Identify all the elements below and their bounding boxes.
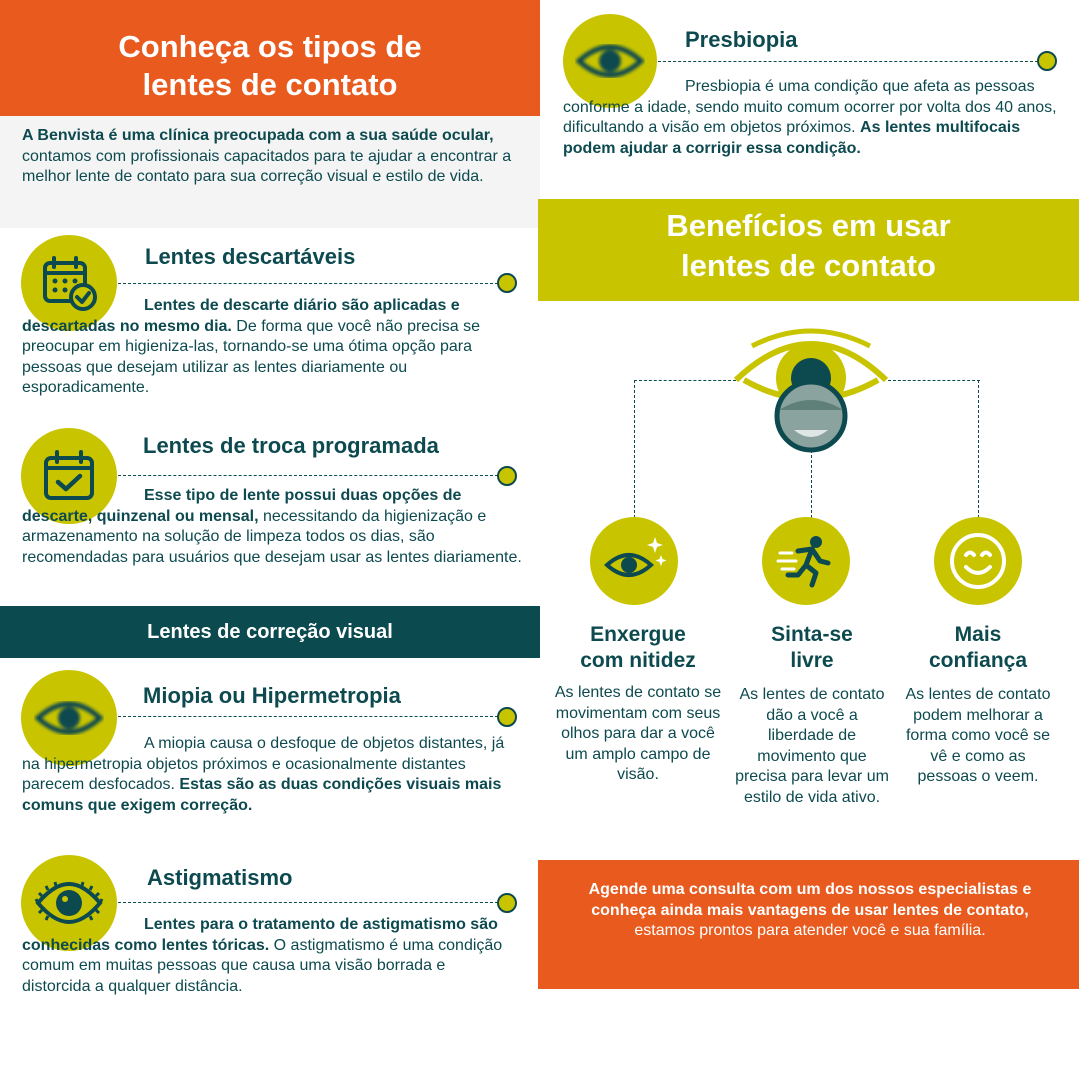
- miopia-bold: Estas são as duas condições visuais mais comuns que exigem correção.: [22, 776, 502, 814]
- benefit-title-line2: livre: [790, 649, 834, 672]
- programada-text: [22, 486, 522, 568]
- astigmatismo-title: Astigmatismo: [147, 865, 293, 890]
- bullet-dot: [497, 893, 517, 913]
- intro-bold: A Benvista é uma clínica preocupada com a sua saúde ocular,: [22, 127, 494, 144]
- descartaveis-title: Lentes descartáveis: [145, 244, 356, 269]
- intro-text: [22, 126, 522, 188]
- running-person-icon: [762, 517, 850, 605]
- miopia-body: A miopia causa o desfoque de objetos distantes, já na hipermetropia objetos próximos e ocasionalmente distantes parecem desfocados.: [22, 735, 505, 793]
- page-title-line2: lentes de contato: [142, 67, 398, 102]
- benefits-title-line2: lentes de contato: [681, 248, 936, 283]
- benefit-title: [553, 622, 723, 674]
- sparkling-eye-icon: [590, 517, 678, 605]
- cta-text: [588, 880, 1032, 942]
- cta-body: estamos prontos para atender você e sua família.: [634, 922, 986, 939]
- smiley-face-icon: [934, 517, 1022, 605]
- page-title: [0, 28, 540, 104]
- intro-body: contamos com profissionais capacitados para te ajudar a encontrar a melhor lente de contato para sua correção visual e estilo de vida.: [22, 147, 512, 185]
- bullet-dot: [1037, 51, 1057, 71]
- bullet-dot: [497, 466, 517, 486]
- benefit-title-line1: Enxergue: [590, 623, 686, 646]
- divider: [118, 902, 498, 903]
- eye-with-lens-icon: [726, 318, 896, 458]
- benefit-title-line1: Mais: [954, 623, 1002, 646]
- benefit-title-line1: Sinta-se: [771, 623, 853, 646]
- correcao-banner: Lentes de correção visual: [0, 606, 540, 658]
- benefit-title: [729, 622, 895, 674]
- presbiopia-text: [563, 77, 1063, 159]
- presbiopia-title: Presbiopia: [685, 27, 798, 52]
- astigmatismo-text: [22, 915, 512, 997]
- descartaveis-body: De forma que você não precisa se preocupar em higieniza-las, tornando-se uma ótima opção para pessoas que desejam utilizar as lentes diariamente ou esporadicamente.: [22, 317, 480, 396]
- page-title-line1: Conheça os tipos de: [118, 29, 422, 64]
- presbiopia-bold: As lentes multifocais podem ajudar a corrigir essa condição.: [563, 119, 1021, 157]
- divider: [118, 283, 498, 284]
- cta-bold: Agende uma consulta com um dos nossos especialistas e conheça ainda mais vantagens de usar lentes de contato,: [588, 881, 1032, 919]
- connector-line: [888, 380, 980, 381]
- connector-line: [634, 380, 736, 381]
- presbiopia-body: Presbiopia é uma condição que afeta as pessoas conforme a idade, sendo muito comum ocorrer por volta dos 40 anos, dificultando a visão em objetos próximos.: [563, 78, 1057, 136]
- benefit-text: As lentes de contato se movimentam com seus olhos para dar a você um amplo campo de visão.: [554, 684, 722, 783]
- connector-line: [634, 380, 635, 518]
- connector-line: [811, 450, 812, 518]
- benefit-title: [899, 622, 1057, 674]
- benefit-text: As lentes de contato podem melhorar a forma como você se vê e como as pessoas o veem.: [905, 686, 1051, 785]
- miopia-title: Miopia ou Hipermetropia: [143, 683, 401, 708]
- programada-body: necessitando da higienização e armazenamento na solução de limpeza todos os dias, são recomendadas para usuários que desejam usar as lentes diariamente.: [22, 507, 522, 566]
- descartaveis-bold: Lentes de descarte diário são aplicadas e descartadas no mesmo dia.: [22, 297, 460, 335]
- benefit-title-line2: com nitidez: [580, 649, 696, 672]
- astigmatismo-body: O astigmatismo é uma condição comum em muitas pessoas que causa uma visão borrada e distorcida a qualquer distância.: [22, 936, 503, 995]
- bullet-dot: [497, 273, 517, 293]
- miopia-text: [22, 734, 512, 816]
- benefit-text: As lentes de contato dão a você a liberdade de movimento que precisa para levar um estilo de vida ativo.: [735, 686, 889, 806]
- divider: [118, 716, 498, 717]
- programada-bold: Esse tipo de lente possui duas opções de descarte, quinzenal ou mensal,: [22, 487, 462, 525]
- divider: [658, 61, 1038, 62]
- descartaveis-text: [22, 296, 522, 399]
- divider: [118, 475, 498, 476]
- benefits-title: [538, 206, 1079, 286]
- benefits-title-line1: Benefícios em usar: [666, 208, 951, 243]
- bullet-dot: [497, 707, 517, 727]
- connector-line: [978, 380, 979, 518]
- benefit-title-line2: confiança: [928, 649, 1028, 672]
- astigmatismo-bold: Lentes para o tratamento de astigmatismo são conhecidas como lentes tóricas.: [22, 916, 498, 954]
- programada-title: Lentes de troca programada: [143, 433, 439, 458]
